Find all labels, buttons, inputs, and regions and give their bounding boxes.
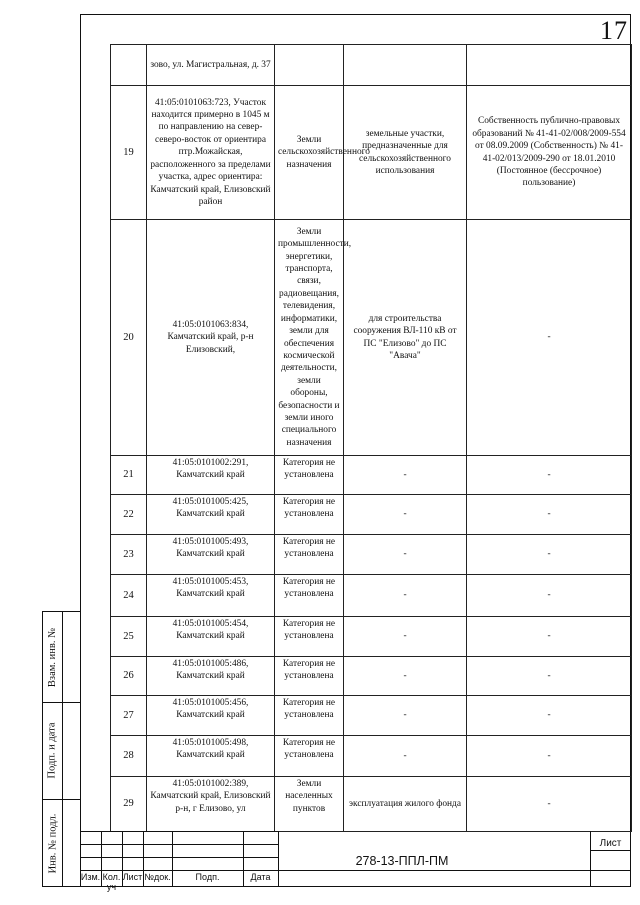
- cadastral-number-address: 41:05:0101002:291, Камчатский край: [147, 456, 275, 495]
- permitted-use: -: [344, 535, 467, 575]
- table-row: [111, 495, 632, 535]
- replaced-inv-label: Взам. инв. №: [47, 627, 59, 687]
- permitted-use: [344, 45, 467, 86]
- land-category: [275, 45, 344, 86]
- land-category: Категория не установлена: [275, 495, 344, 535]
- cadastral-number-address: 41:05:0101063:834, Камчатский край, р-н Елизовский,: [147, 220, 275, 456]
- rights-registration: -: [467, 617, 632, 657]
- row-number: 26: [111, 657, 147, 696]
- row-number: 23: [111, 535, 147, 575]
- rights-registration: -: [467, 535, 632, 575]
- stamp-col-sheet: Лист: [122, 872, 143, 882]
- table-row: [111, 736, 632, 777]
- stamp-col-doc: №док.: [144, 872, 171, 882]
- rights-registration: -: [467, 456, 632, 495]
- table-row: [111, 456, 632, 495]
- permitted-use: -: [344, 456, 467, 495]
- cadastral-number-address: 41:05:0101005:493, Камчатский край: [147, 535, 275, 575]
- table-row: [111, 777, 632, 832]
- permitted-use: -: [344, 736, 467, 777]
- land-category: Категория не установлена: [275, 657, 344, 696]
- land-category: Категория не установлена: [275, 696, 344, 736]
- rights-registration: Собственность публично-правовых образований № 41-41-02/008/2009-554 от 08.09.2009 (Собственность) № 41-41-02/013/2009-290 от 18.01.2010 (Постоянное (бессрочное) пользование): [467, 86, 632, 220]
- land-category: Земли промышленности, энергетики, транспорта, связи, радиовещания, телевидения, информатики, земли для обеспечения космической деятельности, земли обороны, безопасности и земли иного специального назначения: [275, 220, 344, 456]
- rights-registration: -: [467, 696, 632, 736]
- land-category: Категория не установлена: [275, 575, 344, 617]
- cadastral-number-address: 41:05:0101005:425, Камчатский край: [147, 495, 275, 535]
- permitted-use: -: [344, 617, 467, 657]
- row-number: 19: [111, 86, 147, 220]
- row-number: 22: [111, 495, 147, 535]
- stamp-col-count: Кол. уч: [102, 872, 121, 892]
- rights-registration: [467, 45, 632, 86]
- signature-date-label: Подп. и дата: [47, 722, 59, 779]
- stamp-col-change: Изм.: [80, 872, 101, 882]
- table-row: [111, 535, 632, 575]
- sheet-label: Лист: [599, 838, 622, 849]
- cadastral-number-address: 41:05:0101005:454, Камчатский край: [147, 617, 275, 657]
- row-number: 29: [111, 777, 147, 832]
- row-number: 27: [111, 696, 147, 736]
- permitted-use: для строительства сооружения ВЛ-110 кВ от ПС "Елизово" до ПС "Авача": [344, 220, 467, 456]
- cadastral-number-address: зово, ул. Магистральная, д. 37: [147, 45, 275, 86]
- rights-registration: -: [467, 777, 632, 832]
- table-row: [111, 696, 632, 736]
- table-row: [111, 657, 632, 696]
- land-category: Категория не установлена: [275, 535, 344, 575]
- table-row: [111, 45, 632, 86]
- stamp-col-signature: Подп.: [195, 872, 220, 882]
- land-category: Категория не установлена: [275, 736, 344, 777]
- table-row: [111, 617, 632, 657]
- row-number: 20: [111, 220, 147, 456]
- cadastral-number-address: 41:05:0101005:486, Камчатский край: [147, 657, 275, 696]
- cadastral-number-address: 41:05:0101005:498, Камчатский край: [147, 736, 275, 777]
- permitted-use: -: [344, 575, 467, 617]
- permitted-use: -: [344, 495, 467, 535]
- table-row: [111, 575, 632, 617]
- land-plots-table: [110, 44, 632, 832]
- rights-registration: -: [467, 575, 632, 617]
- original-inv-label: Инв. № подл.: [47, 813, 59, 874]
- document-code: 278-13-ППЛ-ПМ: [355, 854, 449, 868]
- permitted-use: эксплуатация жилого фонда: [344, 777, 467, 832]
- row-number: 25: [111, 617, 147, 657]
- approval-side-panel: [42, 611, 80, 887]
- rights-registration: -: [467, 220, 632, 456]
- rights-registration: -: [467, 736, 632, 777]
- permitted-use: -: [344, 657, 467, 696]
- row-number: 24: [111, 575, 147, 617]
- cadastral-number-address: 41:05:0101063:723, Участок находится примерно в 1045 м по направлению на север-северо-восток от ориентира птр.Можайская, расположенного за пределами участка, адрес ориентира: Камчатский край, Елизовский район: [147, 86, 275, 220]
- row-number: 28: [111, 736, 147, 777]
- row-number: [111, 45, 147, 86]
- land-category: Земли сельскохозяйственного назначения: [275, 86, 344, 220]
- permitted-use: -: [344, 696, 467, 736]
- rights-registration: -: [467, 495, 632, 535]
- cadastral-number-address: 41:05:0101005:453, Камчатский край: [147, 575, 275, 617]
- title-block: [80, 831, 631, 892]
- table-row: [111, 220, 632, 456]
- page-number: 17: [600, 16, 628, 45]
- stamp-col-date: Дата: [250, 872, 271, 882]
- cadastral-number-address: 41:05:0101002:389, Камчатский край, Елизовский р-н, г Елизово, ул: [147, 777, 275, 832]
- permitted-use: земельные участки, предназначенные для сельскохозяйственного использования: [344, 86, 467, 220]
- rights-registration: -: [467, 657, 632, 696]
- row-number: 21: [111, 456, 147, 495]
- land-category: Категория не установлена: [275, 617, 344, 657]
- cadastral-number-address: 41:05:0101005:456, Камчатский край: [147, 696, 275, 736]
- table-row: [111, 86, 632, 220]
- land-category: Земли населенных пунктов: [275, 777, 344, 832]
- land-category: Категория не установлена: [275, 456, 344, 495]
